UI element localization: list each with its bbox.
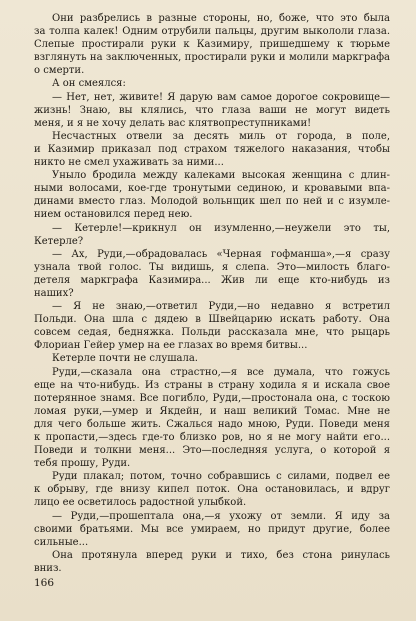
text-line: Поведи и толкни меня... Это—последняя услуга, о которой я <box>34 445 390 457</box>
text-line: жизнь! Знаю, вы клялись, что глаза ваши не могут видеть <box>34 104 390 116</box>
text-line: совсем седая, бедняжка. Польди рассказала мне, что рыцарь <box>34 327 390 339</box>
text-line: Уныло бродила между калеками высокая женщина с длин- <box>52 170 390 182</box>
text-line: Они разбрелись в разные стороны, но, боже, что это была <box>52 13 390 24</box>
text-line: о смерти. <box>34 65 85 77</box>
text-line: динами вместо глаз. Молодой вольнщик шел по ней и с изумле- <box>34 196 390 208</box>
text-line: к пропасти,—здесь где-то близко ров, но я не могу найти его... <box>34 432 390 443</box>
text-line: наших? <box>34 287 74 299</box>
text-line: детеля маркграфа Казимира... Жив ли еще кто-нибудь из <box>34 274 390 286</box>
text-line: Несчастных отвели за десять миль от города, в поле, <box>52 130 390 142</box>
page-number: 166 <box>34 577 55 589</box>
text-line: к обрыву, где внизу кипел поток. Она остановилась, и вдруг <box>34 484 390 496</box>
text-line: узнала твой голос. Ты видишь, я слепа. Это—милость благо- <box>34 261 390 273</box>
text-line: для чего больше жить. Сжалься надо мною, Руди. Поведи меня <box>34 418 390 430</box>
text-line: сильные... <box>34 536 89 548</box>
text-line: никто не смел ухаживать за ними... <box>34 157 224 169</box>
text-line: Кетерле почти не слушала. <box>52 353 198 365</box>
text-line: Кетерле? <box>34 235 84 247</box>
text-line: ными волосами, кое-где тронутыми сединою, и кровавыми впа- <box>34 183 390 195</box>
text-line: меня, и я не хочу делать вас клятвопреступниками! <box>34 117 312 129</box>
text-line: Она протянула вперед руки и тихо, без стона ринулась <box>52 549 390 561</box>
text-line: нием остановился перед нею. <box>34 209 193 221</box>
text-line: лицо ее осветилось радостной улыбкой. <box>34 497 247 509</box>
text-line: взглянуть на заключенных, простирали руки и молили маркграфа <box>34 52 390 64</box>
text-line: потерянное знамя. Все погибло, Руди,—простонала она, с тоскою <box>34 392 390 404</box>
text-line: еще на что-нибудь. Из страны в страну ходила я и искала свое <box>34 379 390 391</box>
text-line: — Ах, Руди,—обрадовалась «Черная гофманша»,—я сразу <box>52 248 390 260</box>
text-line: Руди плакал; потом, точно собравшись с силами, подвел ее <box>52 471 390 483</box>
text-line: — Нет, нет, живите! Я дарую вам самое дорогое сокровище— <box>52 91 390 103</box>
body-text <box>34 12 390 575</box>
text-line: ломая руки,—умер и Якдейн, и наш великий Томас. Мне не <box>34 405 390 417</box>
text-line: — Руди,—прошептала она,—я ухожу от земли. Я иду за <box>52 510 390 522</box>
text-line: Слепые простирали руки к Казимиру, пришедшему к тюрьме <box>34 39 390 51</box>
text-line: вниз. <box>34 562 62 574</box>
text-line: и Казимир приказал под страхом тяжелого наказания, чтобы <box>34 143 390 155</box>
text-line: — Кетерле!—крикнул он изумленно,—неужели это ты, <box>52 222 390 234</box>
text-line: своими братьями. Мы все умираем, но придут другие, более <box>34 523 390 535</box>
text-line: — Я не знаю,—ответил Руди,—но недавно я встретил <box>52 301 390 313</box>
text-line: тебя прошу, Руди. <box>34 458 131 470</box>
text-line: А он смеялся: <box>52 78 126 90</box>
text-line: Флориан Гейер умер на ее глазах во время битвы... <box>34 340 308 352</box>
text-line: Польди. Она шла с дядею в Швейцарию искать работу. Она <box>34 314 390 326</box>
text-line: за толпа калек! Одним отрубили пальцы, другим выкололи глаза. <box>34 26 390 38</box>
text-line: Руди,—сказала она страстно,—я все думала, что гожусь <box>52 366 390 378</box>
